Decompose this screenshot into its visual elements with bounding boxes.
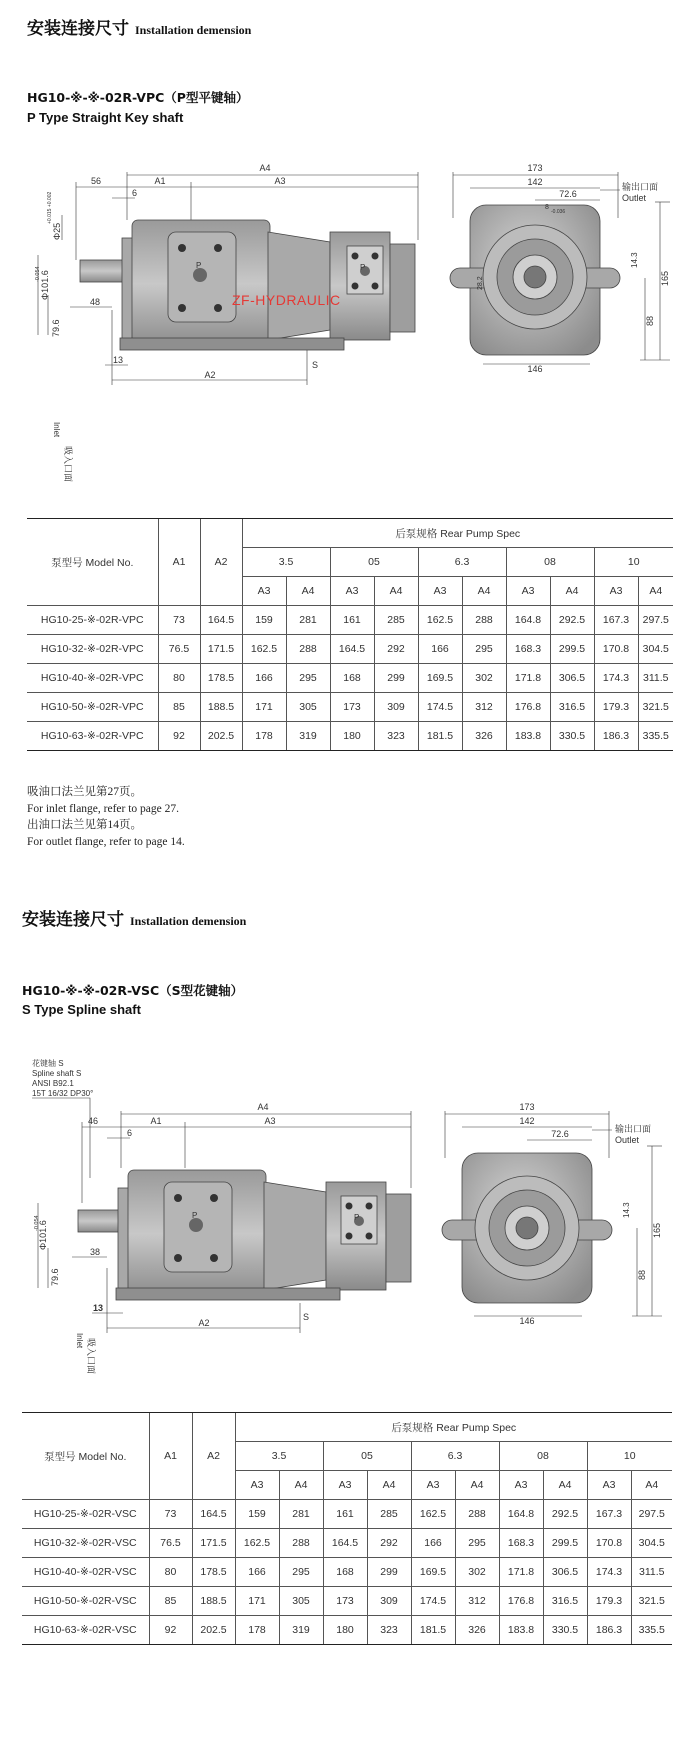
dim-25-tol: +0.015 +0.002 <box>47 191 53 224</box>
value-cell: 321.5 <box>631 1587 672 1616</box>
header-a4: A4 <box>638 577 673 606</box>
outlet-en: Outlet <box>622 193 647 203</box>
value-cell: 295 <box>279 1558 323 1587</box>
table-row <box>27 693 673 722</box>
value-cell: 335.5 <box>631 1616 672 1645</box>
dim-101-tol: -0.054 <box>35 266 41 282</box>
dim-146: 146 <box>527 364 543 374</box>
value-cell: 335.5 <box>638 722 673 751</box>
value-cell: 288 <box>462 606 506 635</box>
dim-79: 79.6 <box>50 1268 60 1286</box>
value-cell: 76.5 <box>158 635 200 664</box>
value-cell: 288 <box>455 1500 499 1529</box>
dim-25: Φ25 <box>52 222 62 240</box>
table-row <box>22 1587 672 1616</box>
dim-13: 13 <box>93 1303 104 1313</box>
value-cell: 188.5 <box>200 693 242 722</box>
header-a4: A4 <box>286 577 330 606</box>
dim-101: Φ101.6 <box>38 1220 48 1250</box>
header-a1: A1 <box>149 1413 192 1500</box>
value-cell: 292 <box>367 1529 411 1558</box>
value-cell: 299 <box>367 1558 411 1587</box>
value-cell: 168.3 <box>506 635 550 664</box>
spline-note-std: ANSI B92.1 <box>32 1079 74 1088</box>
section1-type-line: P Type Straight Key shaft <box>27 110 184 125</box>
value-cell: 181.5 <box>418 722 462 751</box>
header-group: 6.3 <box>418 548 506 577</box>
value-cell: 319 <box>286 722 330 751</box>
value-cell: 323 <box>374 722 418 751</box>
header-a4: A4 <box>279 1471 323 1500</box>
value-cell: 299 <box>374 664 418 693</box>
model-cell: HG10-25-※-02R-VSC <box>22 1500 149 1529</box>
header-a4: A4 <box>550 577 594 606</box>
header-a4: A4 <box>631 1471 672 1500</box>
section1-model-line: HG10-※-※-02R-VPC（P型平键轴） <box>27 90 249 105</box>
header-a3: A3 <box>499 1471 543 1500</box>
note-inlet-en: For inlet flange, refer to page 27. <box>27 802 179 815</box>
dim-a1: A1 <box>154 176 166 186</box>
dim-88: 88 <box>637 1269 647 1280</box>
dim-p: P <box>192 1211 198 1220</box>
table-row <box>27 606 673 635</box>
value-cell: 288 <box>279 1529 323 1558</box>
inlet-en: Inlet <box>75 1333 84 1349</box>
header-a3: A3 <box>587 1471 631 1500</box>
value-cell: 186.3 <box>587 1616 631 1645</box>
value-cell: 304.5 <box>631 1529 672 1558</box>
section1-drawing <box>0 160 700 483</box>
dim-8-tol: -0.036 <box>551 209 566 215</box>
dim-a3: A3 <box>274 176 286 186</box>
value-cell: 330.5 <box>550 722 594 751</box>
dim-72: 72.6 <box>559 189 577 199</box>
model-cell: HG10-63-※-02R-VSC <box>22 1616 149 1645</box>
dim-p2: P <box>360 263 366 272</box>
value-cell: 305 <box>286 693 330 722</box>
value-cell: 166 <box>235 1558 279 1587</box>
value-cell: 169.5 <box>411 1558 455 1587</box>
table-row <box>27 635 673 664</box>
value-cell: 171 <box>242 693 286 722</box>
section2-spec-table <box>22 1412 672 1645</box>
value-cell: 292 <box>374 635 418 664</box>
dim-142: 142 <box>527 177 543 187</box>
value-cell: 162.5 <box>411 1500 455 1529</box>
value-cell: 295 <box>462 635 506 664</box>
dim-a2: A2 <box>198 1318 210 1328</box>
dim-8: 8 <box>545 204 549 211</box>
value-cell: 85 <box>158 693 200 722</box>
header-a2: A2 <box>200 519 242 606</box>
value-cell: 202.5 <box>192 1616 235 1645</box>
dim-88: 88 <box>645 315 655 326</box>
note-outlet-en: For outlet flange, refer to page 14. <box>27 835 185 848</box>
dim-13: 13 <box>113 355 124 365</box>
table-row <box>22 1558 672 1587</box>
value-cell: 312 <box>455 1587 499 1616</box>
value-cell: 162.5 <box>235 1529 279 1558</box>
section1-title-cn: 安装连接尺寸 <box>27 19 129 39</box>
value-cell: 288 <box>286 635 330 664</box>
value-cell: 168.3 <box>499 1529 543 1558</box>
inlet-cn: 吸入口面 <box>63 446 73 483</box>
dim-s: S <box>303 1312 310 1322</box>
header-group: 05 <box>330 548 418 577</box>
value-cell: 166 <box>418 635 462 664</box>
value-cell: 171.5 <box>200 635 242 664</box>
value-cell: 306.5 <box>543 1558 587 1587</box>
value-cell: 183.8 <box>499 1616 543 1645</box>
header-a4: A4 <box>367 1471 411 1500</box>
value-cell: 316.5 <box>550 693 594 722</box>
value-cell: 167.3 <box>594 606 638 635</box>
value-cell: 306.5 <box>550 664 594 693</box>
value-cell: 305 <box>279 1587 323 1616</box>
value-cell: 92 <box>158 722 200 751</box>
header-group: 08 <box>499 1442 587 1471</box>
dim-a2: A2 <box>204 370 216 380</box>
dim-165: 165 <box>652 1222 662 1238</box>
header-a4: A4 <box>455 1471 499 1500</box>
dim-p: P <box>196 261 202 270</box>
value-cell: 164.8 <box>506 606 550 635</box>
value-cell: 299.5 <box>550 635 594 664</box>
header-model: 泵型号 Model No. <box>27 519 158 606</box>
value-cell: 159 <box>242 606 286 635</box>
header-group: 3.5 <box>235 1442 323 1471</box>
header-group: 10 <box>587 1442 672 1471</box>
value-cell: 302 <box>455 1558 499 1587</box>
dim-p2: P <box>354 1213 360 1222</box>
value-cell: 281 <box>279 1500 323 1529</box>
section2-drawing <box>0 1058 700 1378</box>
value-cell: 178.5 <box>200 664 242 693</box>
value-cell: 174.5 <box>418 693 462 722</box>
value-cell: 167.3 <box>587 1500 631 1529</box>
watermark: ZF-HYDRAULIC <box>232 292 341 308</box>
dim-28: 28.2 <box>477 276 484 290</box>
dim-101: Φ101.6 <box>40 270 50 300</box>
table-row <box>22 1500 672 1529</box>
value-cell: 323 <box>367 1616 411 1645</box>
header-a1: A1 <box>158 519 200 606</box>
dim-48: 48 <box>90 297 101 307</box>
value-cell: 174.5 <box>411 1587 455 1616</box>
header-rear-pump: 后泵规格 Rear Pump Spec <box>235 1413 672 1442</box>
section2-type-line: S Type Spline shaft <box>22 1002 141 1017</box>
value-cell: 73 <box>158 606 200 635</box>
header-a4: A4 <box>543 1471 587 1500</box>
dim-a3: A3 <box>264 1116 276 1126</box>
header-a4: A4 <box>462 577 506 606</box>
header-a3: A3 <box>594 577 638 606</box>
value-cell: 73 <box>149 1500 192 1529</box>
value-cell: 168 <box>330 664 374 693</box>
value-cell: 164.5 <box>200 606 242 635</box>
header-a3: A3 <box>411 1471 455 1500</box>
note-outlet-cn: 出油口法兰见第14页。 <box>27 819 142 831</box>
header-a2: A2 <box>192 1413 235 1500</box>
value-cell: 330.5 <box>543 1616 587 1645</box>
section2-title-en: Installation demension <box>130 914 247 928</box>
value-cell: 188.5 <box>192 1587 235 1616</box>
section2-title <box>22 905 246 930</box>
dim-101-tol: -0.054 <box>34 1215 40 1231</box>
dim-173: 173 <box>527 163 543 173</box>
value-cell: 159 <box>235 1500 279 1529</box>
spline-note-teeth: 15T 16/32 DP30° <box>32 1089 94 1098</box>
value-cell: 173 <box>323 1587 367 1616</box>
header-model: 泵型号 Model No. <box>22 1413 149 1500</box>
value-cell: 281 <box>286 606 330 635</box>
header-group: 08 <box>506 548 594 577</box>
value-cell: 164.8 <box>499 1500 543 1529</box>
inlet-cn: 吸入口面 <box>86 1338 96 1375</box>
dim-165: 165 <box>660 270 670 286</box>
value-cell: 309 <box>367 1587 411 1616</box>
value-cell: 326 <box>455 1616 499 1645</box>
value-cell: 180 <box>323 1616 367 1645</box>
value-cell: 80 <box>149 1558 192 1587</box>
value-cell: 179.3 <box>594 693 638 722</box>
header-group: 05 <box>323 1442 411 1471</box>
section1-notes <box>27 784 185 850</box>
value-cell: 181.5 <box>411 1616 455 1645</box>
value-cell: 76.5 <box>149 1529 192 1558</box>
value-cell: 302 <box>462 664 506 693</box>
header-group: 6.3 <box>411 1442 499 1471</box>
outlet-cn: 输出口面 <box>622 182 659 192</box>
value-cell: 295 <box>455 1529 499 1558</box>
value-cell: 297.5 <box>631 1500 672 1529</box>
dim-146: 146 <box>519 1316 535 1326</box>
value-cell: 285 <box>367 1500 411 1529</box>
dim-38: 38 <box>90 1247 101 1257</box>
value-cell: 180 <box>330 722 374 751</box>
value-cell: 319 <box>279 1616 323 1645</box>
value-cell: 178.5 <box>192 1558 235 1587</box>
value-cell: 304.5 <box>638 635 673 664</box>
value-cell: 173 <box>330 693 374 722</box>
value-cell: 295 <box>286 664 330 693</box>
value-cell: 166 <box>411 1529 455 1558</box>
model-cell: HG10-63-※-02R-VPC <box>27 722 158 751</box>
dim-14: 14.3 <box>622 1202 631 1218</box>
value-cell: 309 <box>374 693 418 722</box>
value-cell: 312 <box>462 693 506 722</box>
dim-79: 79.6 <box>51 319 61 337</box>
header-a3: A3 <box>323 1471 367 1500</box>
value-cell: 299.5 <box>543 1529 587 1558</box>
dim-a4: A4 <box>257 1102 269 1112</box>
value-cell: 285 <box>374 606 418 635</box>
header-a3: A3 <box>506 577 550 606</box>
spline-note-cn: 花键轴 S <box>32 1059 64 1068</box>
outlet-cn: 输出口面 <box>615 1124 652 1134</box>
dim-14: 14.3 <box>630 252 639 268</box>
model-cell: HG10-25-※-02R-VPC <box>27 606 158 635</box>
table-row <box>27 664 673 693</box>
header-group: 10 <box>594 548 673 577</box>
value-cell: 316.5 <box>543 1587 587 1616</box>
section1-table-body <box>27 606 673 751</box>
value-cell: 171.5 <box>192 1529 235 1558</box>
section1-spec-table <box>27 518 673 751</box>
model-cell: HG10-32-※-02R-VPC <box>27 635 158 664</box>
value-cell: 311.5 <box>631 1558 672 1587</box>
value-cell: 297.5 <box>638 606 673 635</box>
value-cell: 176.8 <box>506 693 550 722</box>
value-cell: 166 <box>242 664 286 693</box>
note-inlet-cn: 吸油口法兰见第27页。 <box>27 786 142 798</box>
value-cell: 164.5 <box>323 1529 367 1558</box>
dim-a4: A4 <box>259 163 271 173</box>
dim-6: 6 <box>132 188 138 198</box>
value-cell: 171.8 <box>506 664 550 693</box>
value-cell: 178 <box>235 1616 279 1645</box>
header-group: 3.5 <box>242 548 330 577</box>
value-cell: 311.5 <box>638 664 673 693</box>
value-cell: 326 <box>462 722 506 751</box>
section2-table-body <box>22 1500 672 1645</box>
header-a3: A3 <box>235 1471 279 1500</box>
header-a3: A3 <box>418 577 462 606</box>
value-cell: 171 <box>235 1587 279 1616</box>
dim-a1: A1 <box>150 1116 162 1126</box>
model-cell: HG10-50-※-02R-VPC <box>27 693 158 722</box>
value-cell: 92 <box>149 1616 192 1645</box>
table-row <box>27 722 673 751</box>
value-cell: 292.5 <box>550 606 594 635</box>
section1-title-en: Installation demension <box>135 23 252 37</box>
value-cell: 174.3 <box>594 664 638 693</box>
value-cell: 176.8 <box>499 1587 543 1616</box>
section2-model-line: HG10-※-※-02R-VSC（S型花键轴） <box>22 983 244 998</box>
model-cell: HG10-40-※-02R-VSC <box>22 1558 149 1587</box>
value-cell: 85 <box>149 1587 192 1616</box>
spline-note-en: Spline shaft S <box>32 1069 82 1078</box>
dim-6: 6 <box>127 1128 133 1138</box>
value-cell: 186.3 <box>594 722 638 751</box>
dim-173: 173 <box>519 1102 535 1112</box>
section1-title <box>27 14 251 39</box>
dim-56: 56 <box>90 176 102 186</box>
value-cell: 164.5 <box>330 635 374 664</box>
value-cell: 162.5 <box>418 606 462 635</box>
header-a3: A3 <box>242 577 286 606</box>
dim-72: 72.6 <box>551 1129 569 1139</box>
value-cell: 170.8 <box>594 635 638 664</box>
section2-title-cn: 安装连接尺寸 <box>22 910 124 930</box>
value-cell: 178 <box>242 722 286 751</box>
table-row <box>22 1529 672 1558</box>
value-cell: 161 <box>330 606 374 635</box>
value-cell: 169.5 <box>418 664 462 693</box>
table-row <box>22 1616 672 1645</box>
model-cell: HG10-40-※-02R-VPC <box>27 664 158 693</box>
model-cell: HG10-32-※-02R-VSC <box>22 1529 149 1558</box>
dim-46: 46 <box>87 1116 99 1126</box>
value-cell: 321.5 <box>638 693 673 722</box>
value-cell: 171.8 <box>499 1558 543 1587</box>
value-cell: 202.5 <box>200 722 242 751</box>
value-cell: 179.3 <box>587 1587 631 1616</box>
value-cell: 174.3 <box>587 1558 631 1587</box>
value-cell: 183.8 <box>506 722 550 751</box>
value-cell: 292.5 <box>543 1500 587 1529</box>
header-rear-pump: 后泵规格 Rear Pump Spec <box>242 519 673 548</box>
inlet-en: Inlet <box>52 422 61 438</box>
value-cell: 170.8 <box>587 1529 631 1558</box>
value-cell: 162.5 <box>242 635 286 664</box>
dim-142: 142 <box>519 1116 535 1126</box>
dim-s: S <box>312 360 319 370</box>
header-a3: A3 <box>330 577 374 606</box>
value-cell: 168 <box>323 1558 367 1587</box>
value-cell: 164.5 <box>192 1500 235 1529</box>
value-cell: 80 <box>158 664 200 693</box>
header-a4: A4 <box>374 577 418 606</box>
value-cell: 161 <box>323 1500 367 1529</box>
model-cell: HG10-50-※-02R-VSC <box>22 1587 149 1616</box>
outlet-en: Outlet <box>615 1135 640 1145</box>
